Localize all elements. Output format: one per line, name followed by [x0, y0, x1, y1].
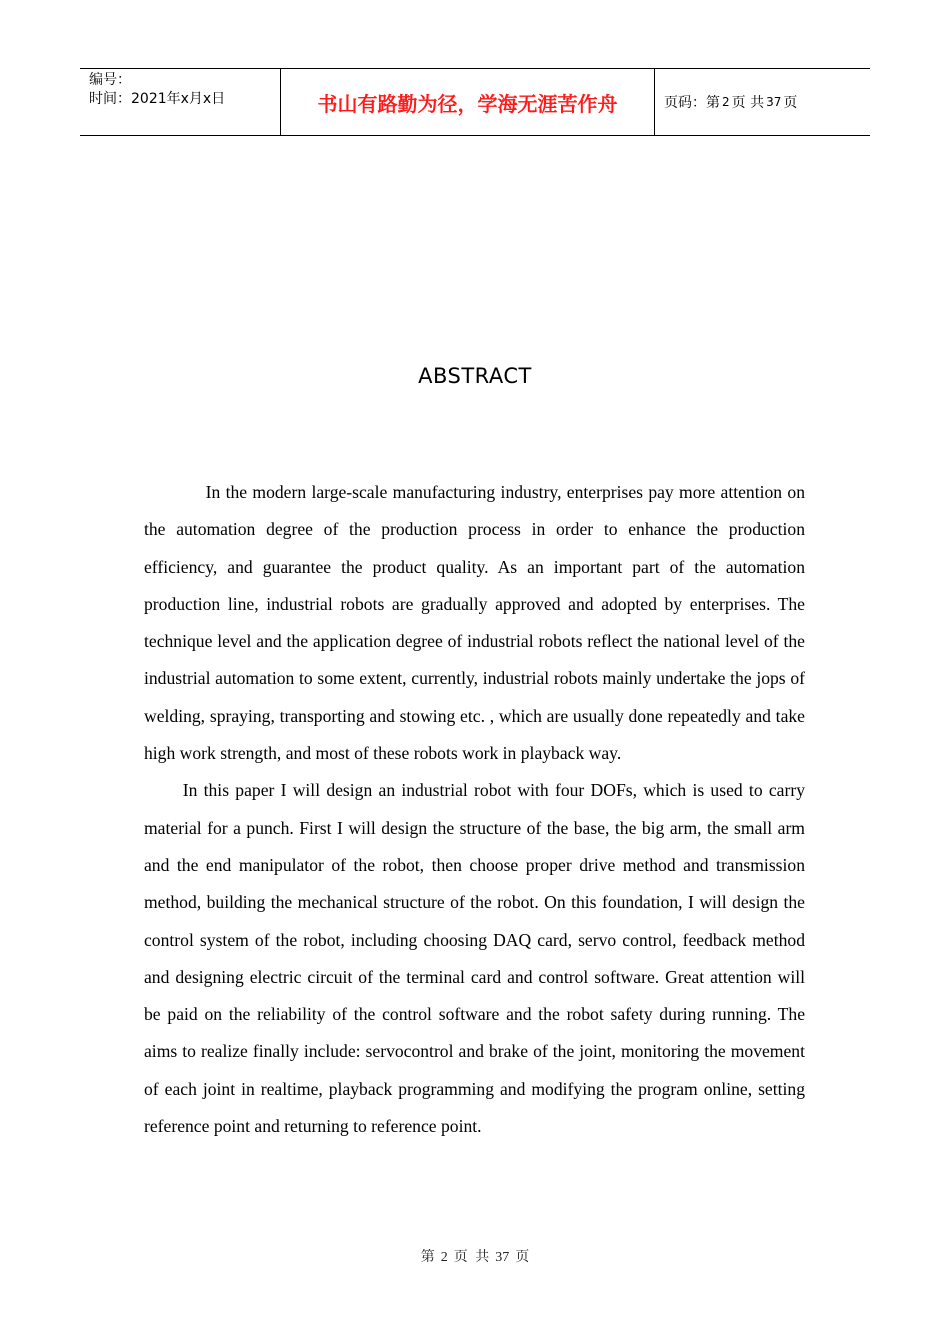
header-motto: 书山有路勤为径，学海无涯苦作舟: [281, 69, 655, 135]
page-end: 页: [783, 95, 798, 111]
header-page-info: [655, 69, 870, 135]
page-header: [80, 68, 870, 136]
footer-total: 37: [495, 1250, 510, 1265]
page-total: 37: [766, 95, 782, 109]
abstract-body: [144, 474, 805, 1145]
footer-mid: 页 共: [453, 1250, 490, 1265]
page-current: 2: [722, 95, 730, 109]
footer-current: 2: [440, 1250, 448, 1265]
paragraph: In this paper I will design an industrial robot with four DOFs, which is used to carry material for a punch. First I will design the structure of the base, the big arm, the small arm and the end manipulator of the robot, then choose proper drive method and transmission method, building the mechanical structure of the robot. On this foundation, I will design the control system of the robot, including choosing DAQ card, servo control, feedback method and designing electric circuit of the terminal card and control software. Great attention will be paid on the reliability of the control software and the robot safety during running. The aims to realize finally include: servocontrol and brake of the joint, monitoring the movement of each joint in realtime, playback programming and modifying the program online, setting reference point and returning to reference point.: [144, 780, 805, 1137]
footer-prefix: 第: [420, 1250, 435, 1265]
page-label: 页码：第: [664, 95, 720, 111]
page-footer: [0, 1246, 950, 1266]
document-number: 编号：: [89, 72, 131, 88]
document-time: [89, 90, 280, 109]
page-mid: 页 共: [731, 95, 765, 111]
header-meta: [80, 69, 281, 135]
page-title: ABSTRACT: [418, 364, 532, 388]
time-value: 2021年x月x日: [131, 91, 226, 107]
footer-suffix: 页: [515, 1250, 530, 1265]
paragraph: In the modern large-scale manufacturing industry, enterprises pay more attention on the automation degree of the production process in order to enhance the production efficiency, and guarantee the product quality. As an important part of the automation production line, industrial robots are gradually approved and adopted by enterprises. The technique level and the application degree of industrial robots reflect the national level of the industrial automation to some extent, currently, industrial robots mainly undertake the jops of welding, spraying, transporting and stowing etc. , which are usually done repeatedly and take high work strength, and most of these robots work in playback way.: [144, 482, 805, 764]
time-label: 时间：: [89, 91, 131, 107]
